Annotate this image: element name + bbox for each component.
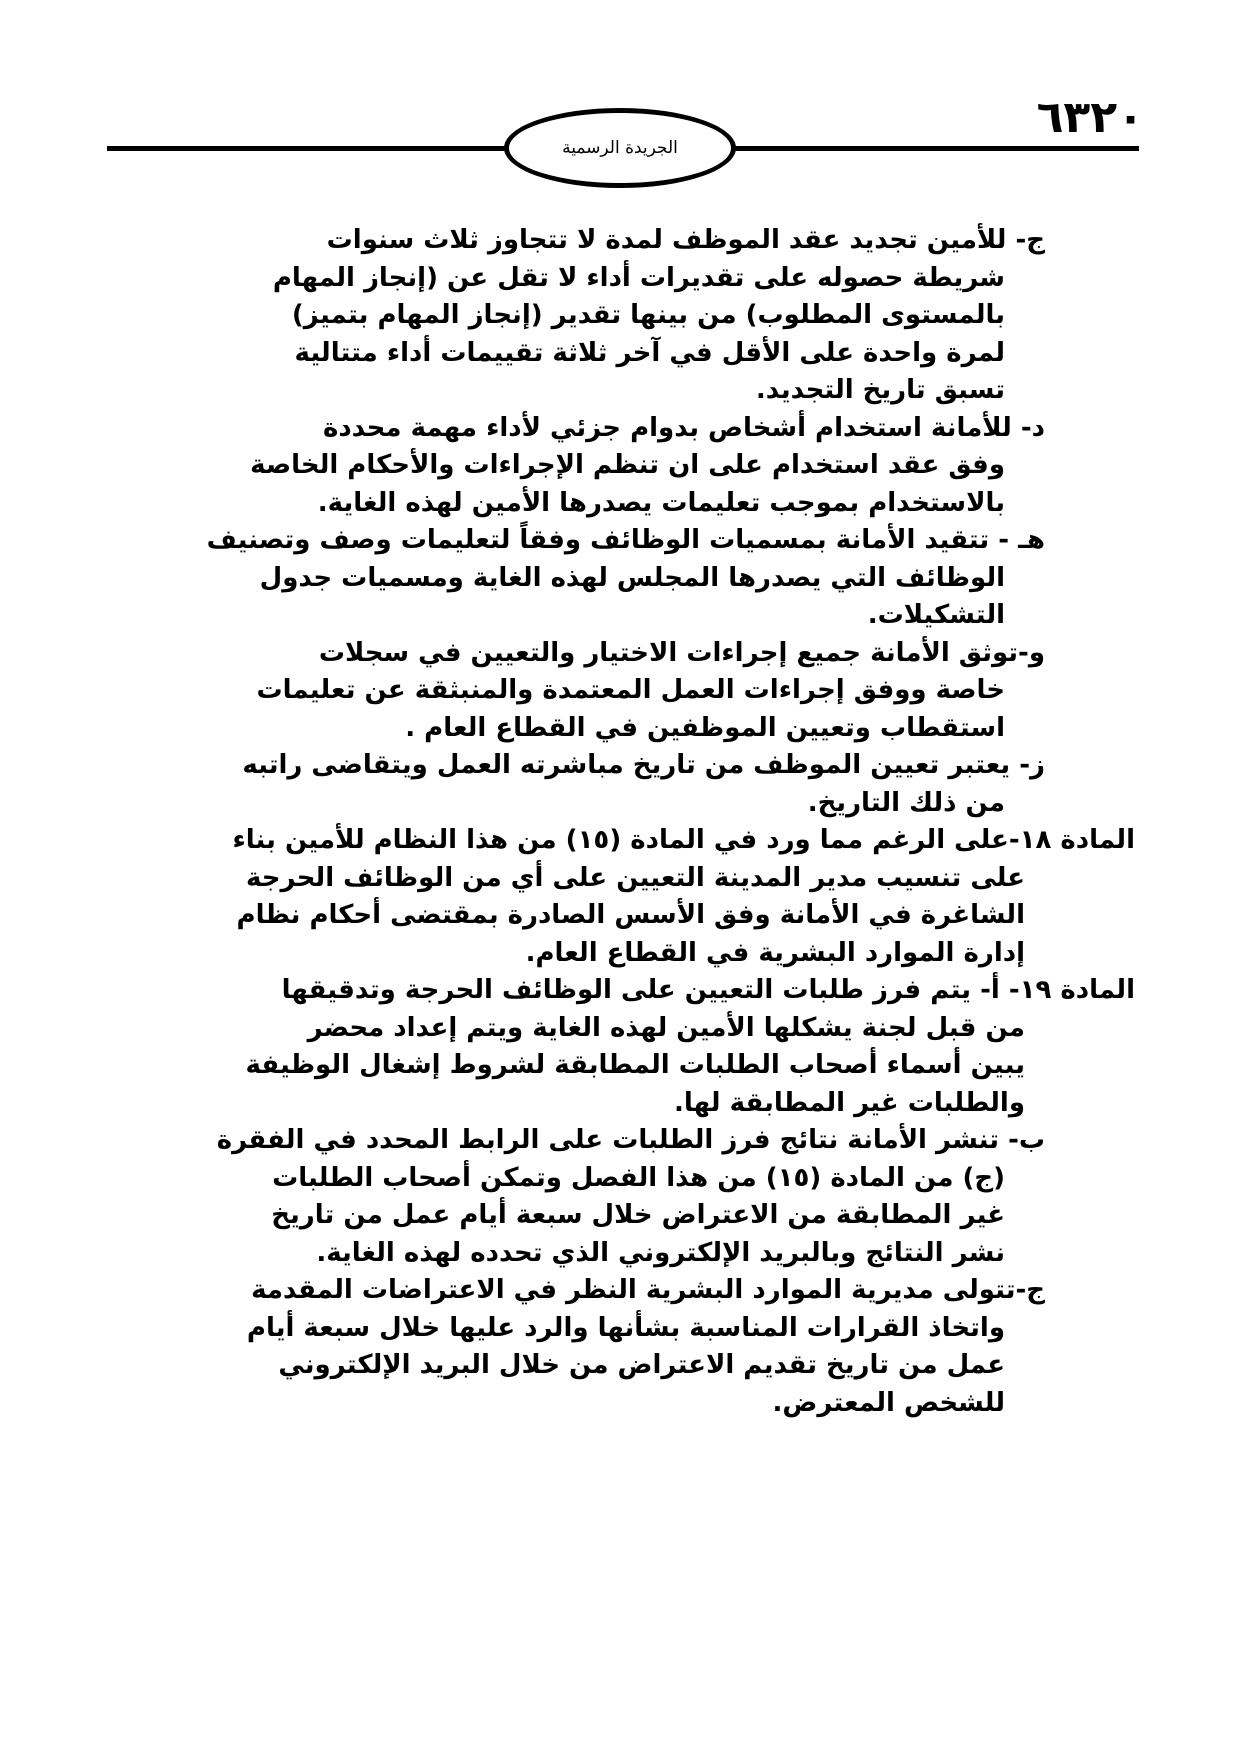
- paragraph-d-part-time: [150, 410, 1045, 523]
- publication-emblem: [504, 108, 736, 188]
- text-line: من قبل لجنة يشكلها الأمين لهذه الغاية ويتم إعداد محضر: [307, 1012, 1025, 1043]
- text-line: الوظائف التي يصدرها المجلس لهذه الغاية ومسميات جدول: [259, 562, 1005, 593]
- paragraph-j-objections: [150, 1272, 1045, 1422]
- text-line: خاصة ووفق إجراءات العمل المعتمدة والمنبثقة عن تعليمات: [256, 675, 1005, 705]
- text-line: المادة ١٨-على الرغم مما ورد في المادة (١٥) من هذا النظام للأمين بناء: [232, 825, 1135, 855]
- text-line: استقطاب وتعيين الموظفين في القطاع العام .: [405, 712, 1005, 743]
- text-line: و-توثق الأمانة جميع إجراءات الاختيار والتعيين في سجلات: [318, 637, 1045, 668]
- text-line: (ج) من المادة (١٥) من هذا الفصل وتمكن أصحاب الطلبات: [272, 1162, 1005, 1193]
- text-line: المادة ١٩- أ- يتم فرز طلبات التعيين على الوظائف الحرجة وتدقيقها: [281, 975, 1135, 1005]
- text-line: من ذلك التاريخ.: [807, 787, 1005, 818]
- text-line: للشخص المعترض.: [772, 1387, 1005, 1418]
- text-line: ج-تتولى مديرية الموارد البشرية النظر في الاعتراضات المقدمة: [251, 1275, 1045, 1305]
- text-line: والطلبات غير المطابقة لها.: [674, 1087, 1025, 1118]
- text-line: هـ - تتقيد الأمانة بمسميات الوظائف وفقاً لتعليمات وصف وتصنيف: [206, 525, 1045, 555]
- paragraph-b-publish-results: [150, 1122, 1045, 1272]
- text-line: لمرة واحدة على الأقل في آخر ثلاثة تقييمات أداء متتالية: [294, 337, 1005, 368]
- document-body: [150, 222, 1135, 1622]
- text-line: ج- للأمين تجديد عقد الموظف لمدة لا تتجاوز ثلاث سنوات: [326, 225, 1045, 255]
- text-line: نشر النتائج وبالبريد الإلكتروني الذي تحدده لهذه الغاية.: [316, 1237, 1005, 1268]
- text-line: الشاغرة في الأمانة وفق الأسس الصادرة بمقتضى أحكام نظام: [236, 900, 1025, 930]
- text-line: ز- يعتبر تعيين الموظف من تاريخ مباشرته العمل ويتقاضى راتبه: [242, 750, 1045, 780]
- publication-title: الجريدة الرسمية: [562, 138, 678, 158]
- text-line: تسبق تاريخ التجديد.: [755, 375, 1005, 405]
- text-line: يبين أسماء أصحاب الطلبات المطابقة لشروط إشغال الوظيفة: [245, 1050, 1025, 1080]
- text-line: على تنسيب مدير المدينة التعيين على أي من الوظائف الحرجة: [246, 862, 1025, 893]
- paragraph-z-appointment-date: [150, 747, 1045, 822]
- text-line: إدارة الموارد البشرية في القطاع العام.: [525, 937, 1025, 968]
- page-number: ٦٣٢٠: [1036, 92, 1144, 143]
- text-line: ب- تنشر الأمانة نتائج فرز الطلبات على الرابط المحدد في الفقرة: [216, 1125, 1045, 1155]
- text-line: التشكيلات.: [867, 600, 1005, 630]
- text-line: شريطة حصوله على تقديرات أداء لا تقل عن (إنجاز المهام: [272, 262, 1005, 293]
- text-line: د- للأمانة استخدام أشخاص بدوام جزئي لأداء مهمة محددة: [322, 412, 1045, 443]
- text-line: واتخاذ القرارات المناسبة بشأنها والرد عليها خلال سبعة أيام: [246, 1312, 1005, 1343]
- article-19-a: [150, 972, 1135, 1122]
- article-18: [150, 822, 1135, 972]
- text-line: بالاستخدام بموجب تعليمات يصدرها الأمين لهذه الغاية.: [317, 487, 1005, 518]
- paragraph-h-job-titles: [150, 522, 1045, 635]
- paragraph-j-renewal: [150, 222, 1045, 410]
- text-line: بالمستوى المطلوب) من بينها تقدير (إنجاز المهام بتميز): [291, 300, 1005, 330]
- text-line: غير المطابقة من الاعتراض خلال سبعة أيام عمل من تاريخ: [271, 1200, 1005, 1230]
- text-line: عمل من تاريخ تقديم الاعتراض من خلال البريد الإلكتروني: [278, 1350, 1005, 1380]
- text-line: وفق عقد استخدام على ان تنظم الإجراءات والأحكام الخاصة: [250, 450, 1005, 480]
- paragraph-w-documentation: [150, 635, 1045, 748]
